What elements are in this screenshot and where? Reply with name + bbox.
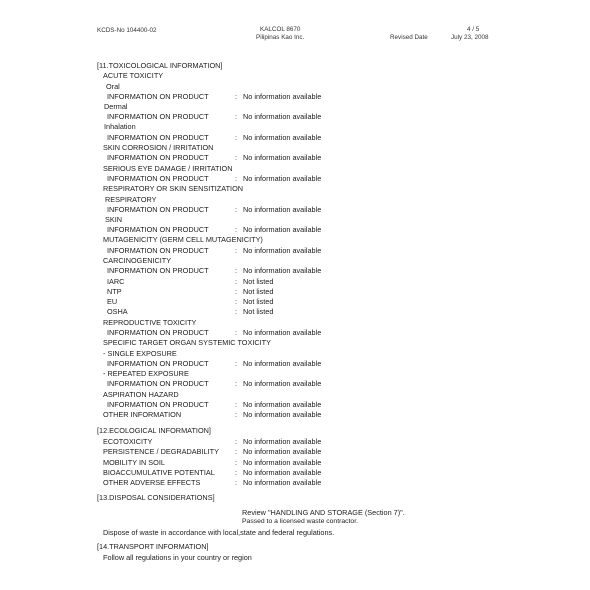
row-value: No information available — [243, 266, 322, 275]
row-label: INFORMATION ON PRODUCT — [107, 246, 209, 255]
row-colon: : — [235, 458, 238, 467]
repeated-exposure-heading: - REPEATED EXPOSURE — [103, 369, 189, 378]
revised-date-label: Revised Date — [390, 34, 428, 41]
row-colon: : — [235, 153, 238, 162]
row-label: INFORMATION ON PRODUCT — [107, 205, 209, 214]
row-colon: : — [235, 447, 238, 456]
row-colon: : — [235, 328, 238, 337]
row-label: INFORMATION ON PRODUCT — [107, 153, 209, 162]
row-colon: : — [235, 478, 238, 487]
row-colon: : — [235, 225, 238, 234]
licensed-contractor-text: Passed to a licensed waste contractor. — [242, 518, 358, 525]
row-colon: : — [235, 133, 238, 142]
oral-heading: Oral — [106, 82, 120, 91]
skin-corrosion-heading: SKIN CORROSION / IRRITATION — [103, 143, 214, 152]
row-value: No information available — [243, 447, 322, 456]
row-value: No information available — [243, 468, 322, 477]
row-value: Not listed — [243, 287, 274, 296]
revised-date: July 23, 2008 — [451, 34, 489, 41]
row-value: No information available — [243, 246, 322, 255]
row-value: No information available — [243, 225, 322, 234]
product-name: KALCOL 8670 — [260, 26, 301, 33]
row-value: No information available — [243, 400, 322, 409]
row-value: Not listed — [243, 297, 274, 306]
row-value: No information available — [243, 92, 322, 101]
row-label: INFORMATION ON PRODUCT — [107, 359, 209, 368]
row-colon: : — [235, 287, 238, 296]
follow-regulations-text: Follow all regulations in your country or region — [103, 553, 252, 562]
review-handling-text: Review "HANDLING AND STORAGE (Section 7)". — [242, 508, 405, 517]
row-label: INFORMATION ON PRODUCT — [107, 266, 209, 275]
aspiration-heading: ASPIRATION HAZARD — [103, 390, 179, 399]
row-value: Not listed — [243, 277, 274, 286]
sensitization-heading: RESPIRATORY OR SKIN SENSITIZATION — [103, 184, 244, 193]
row-colon: : — [235, 92, 238, 101]
document-id: KCDS-No 104400-02 — [97, 27, 157, 34]
inhalation-heading: Inhalation — [104, 122, 136, 131]
row-colon: : — [235, 468, 238, 477]
section-12-title: [12.ECOLOGICAL INFORMATION] — [97, 426, 211, 435]
row-value: No information available — [243, 174, 322, 183]
page-number: 4 / 5 — [467, 26, 480, 33]
row-colon: : — [235, 297, 238, 306]
row-label: INFORMATION ON PRODUCT — [107, 328, 209, 337]
skin-heading: SKIN — [105, 215, 123, 224]
ecotoxicity-label: ECOTOXICITY — [103, 437, 153, 446]
section-11-title: [11.TOXICOLOGICAL INFORMATION] — [97, 61, 223, 70]
bioaccumulative-label: BIOACCUMULATIVE POTENTIAL — [103, 468, 215, 477]
row-label: INFORMATION ON PRODUCT — [107, 379, 209, 388]
reproductive-heading: REPRODUCTIVE TOXICITY — [103, 318, 197, 327]
mobility-label: MOBILITY IN SOIL — [103, 458, 165, 467]
row-value: No information available — [243, 359, 322, 368]
row-value: Not listed — [243, 307, 274, 316]
row-label: INFORMATION ON PRODUCT — [107, 92, 209, 101]
row-value: No information available — [243, 437, 322, 446]
dispose-waste-text: Dispose of waste in accordance with local,state and federal regulations. — [103, 528, 335, 537]
persistence-label: PERSISTENCE / DEGRADABILITY — [103, 447, 219, 456]
row-colon: : — [235, 277, 238, 286]
row-label: INFORMATION ON PRODUCT — [107, 133, 209, 142]
row-value: No information available — [243, 458, 322, 467]
row-value: No information available — [243, 328, 322, 337]
row-colon: : — [235, 266, 238, 275]
section-14-title: [14.TRANSPORT INFORMATION] — [97, 542, 209, 551]
dermal-heading: Dermal — [104, 102, 128, 111]
row-label: INFORMATION ON PRODUCT — [107, 225, 209, 234]
row-colon: : — [235, 379, 238, 388]
row-colon: : — [235, 359, 238, 368]
mutagenicity-heading: MUTAGENICITY (GERM CELL MUTAGENICITY) — [103, 235, 263, 244]
osha-label: OSHA — [107, 307, 128, 316]
row-label: INFORMATION ON PRODUCT — [107, 174, 209, 183]
company-name: Pilipinas Kao Inc. — [256, 34, 305, 41]
other-information-label: OTHER INFORMATION — [103, 410, 182, 419]
stot-heading: SPECIFIC TARGET ORGAN SYSTEMIC TOXICITY — [103, 338, 271, 347]
row-value: No information available — [243, 478, 322, 487]
row-value: No information available — [243, 133, 322, 142]
row-colon: : — [235, 112, 238, 121]
respiratory-heading: RESPIRATORY — [105, 195, 157, 204]
single-exposure-heading: - SINGLE EXPOSURE — [103, 349, 177, 358]
row-value: No information available — [243, 379, 322, 388]
row-colon: : — [235, 410, 238, 419]
row-colon: : — [235, 246, 238, 255]
eu-label: EU — [107, 297, 118, 306]
row-value: No information available — [243, 410, 322, 419]
row-value: No information available — [243, 153, 322, 162]
row-colon: : — [235, 174, 238, 183]
other-adverse-label: OTHER ADVERSE EFFECTS — [103, 478, 201, 487]
row-colon: : — [235, 437, 238, 446]
eye-damage-heading: SERIOUS EYE DAMAGE / IRRITATION — [103, 164, 233, 173]
row-value: No information available — [243, 112, 322, 121]
row-value: No information available — [243, 205, 322, 214]
carcinogenicity-heading: CARCINOGENICITY — [103, 256, 172, 265]
row-colon: : — [235, 205, 238, 214]
acute-toxicity-heading: ACUTE TOXICITY — [103, 71, 164, 80]
row-colon: : — [235, 400, 238, 409]
ntp-label: NTP — [107, 287, 122, 296]
row-label: INFORMATION ON PRODUCT — [107, 400, 209, 409]
row-colon: : — [235, 307, 238, 316]
row-label: INFORMATION ON PRODUCT — [107, 112, 209, 121]
iarc-label: IARC — [107, 277, 125, 286]
section-13-title: [13.DISPOSAL CONSIDERATIONS] — [97, 493, 215, 502]
